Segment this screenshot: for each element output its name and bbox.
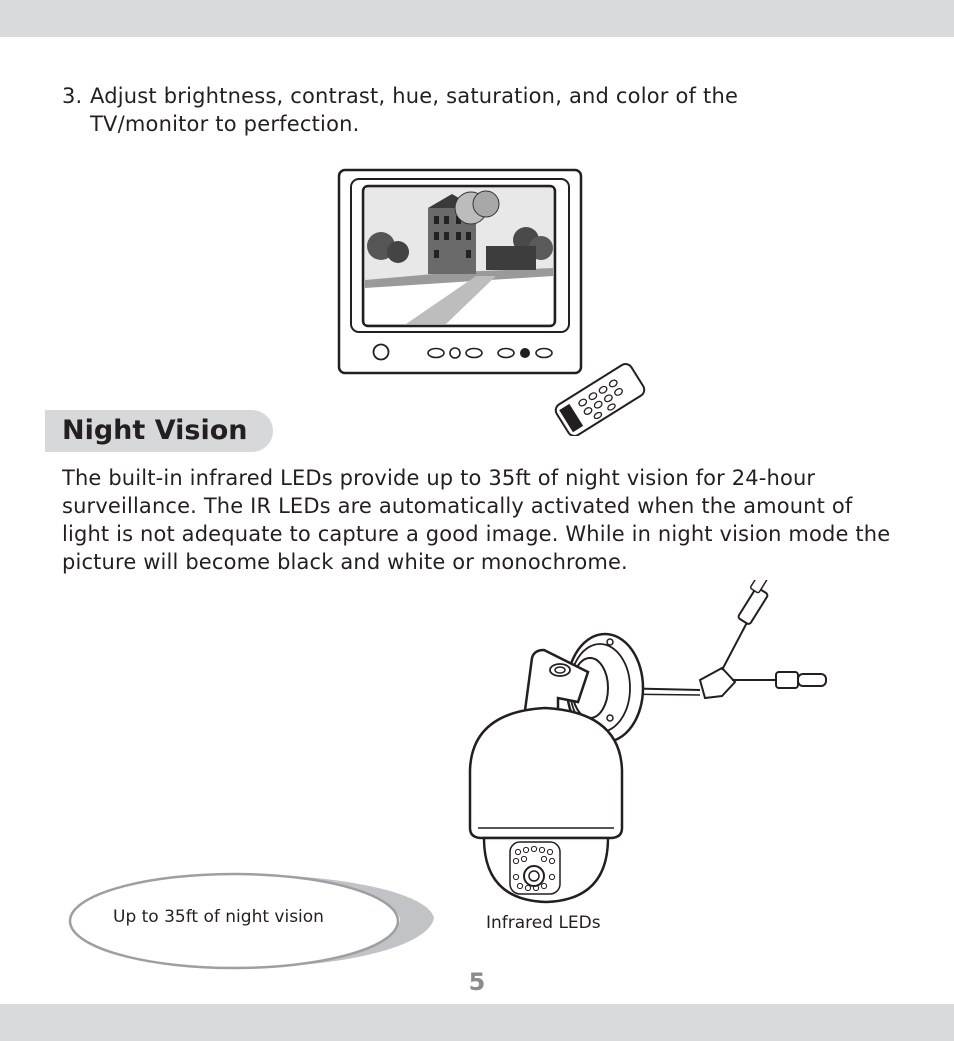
page-number: 5 xyxy=(468,968,486,996)
step-3 xyxy=(62,82,842,138)
cable-connector-icon xyxy=(700,580,826,698)
callout-text: Up to 35ft of night vision xyxy=(113,907,324,927)
infrared-leds-label: Infrared LEDs xyxy=(486,913,601,933)
step-line-2: TV/monitor to perfection. xyxy=(90,112,360,136)
monitor-illustration xyxy=(336,168,646,436)
section-title: Night Vision xyxy=(62,415,248,446)
dome-camera-illustration xyxy=(460,580,840,910)
ir-led-array xyxy=(510,842,560,894)
section-body: The built-in infrared LEDs provide up to 35ft of night vision for 24-hour surveillance. The IR LEDs are automatically activated when the amount of light is not adequate to capture a good image. While in night vision mode the picture will become black and white or monochrome. xyxy=(62,466,891,574)
step-line-1: Adjust brightness, contrast, hue, saturation, and color of the xyxy=(90,84,739,108)
top-band xyxy=(0,0,954,37)
section-heading-tab xyxy=(45,410,273,452)
screen-scene xyxy=(365,188,553,324)
bottom-band xyxy=(0,1004,954,1041)
step-number: 3. xyxy=(62,84,83,108)
